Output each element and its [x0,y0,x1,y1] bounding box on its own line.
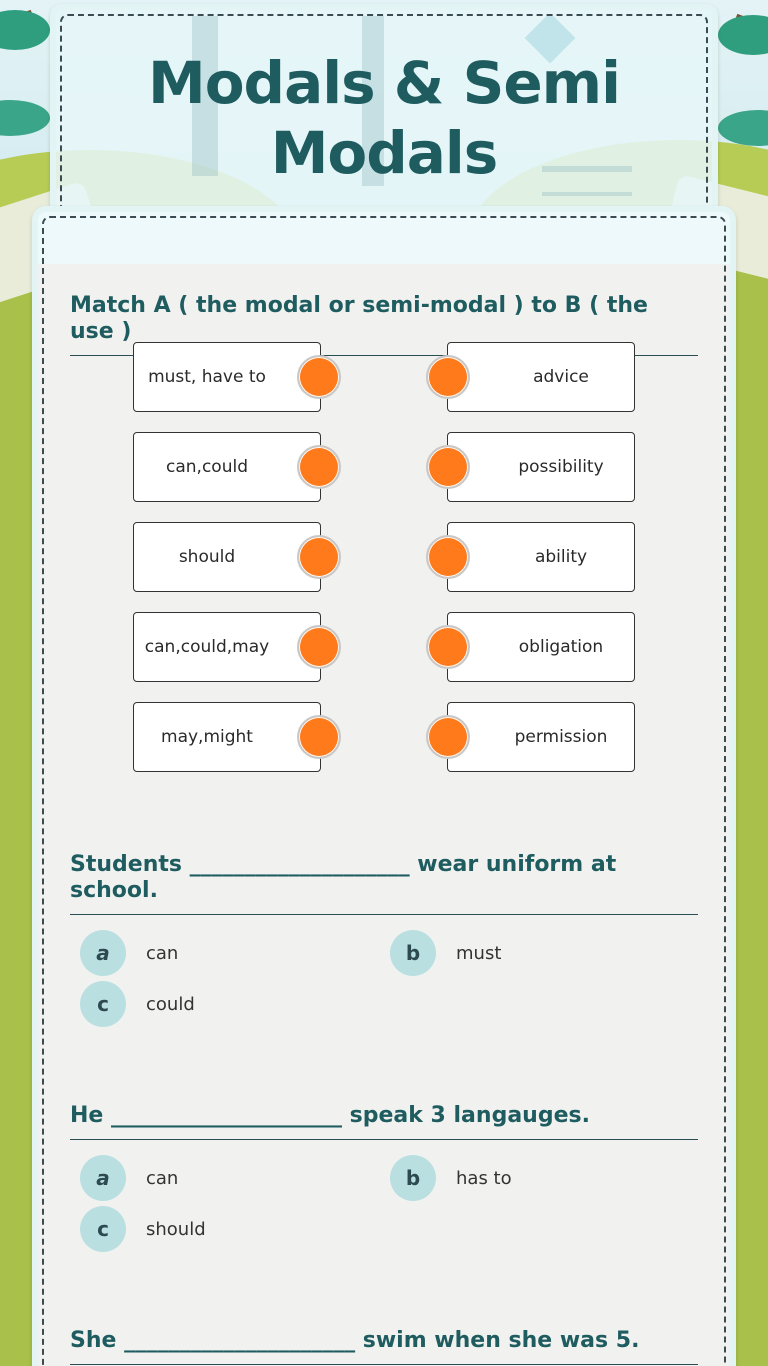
match-left-item[interactable] [133,432,321,502]
question-2-option-c[interactable] [80,1206,206,1252]
match-connector-dot-right[interactable] [426,355,470,399]
match-right-item[interactable] [447,432,635,502]
match-left-label: can,could [166,457,248,477]
match-left-label: must, have to [148,367,266,387]
match-right-item[interactable] [447,612,635,682]
match-left-label: may,might [161,727,253,747]
question-3-title: She _____________________ swim when she was 5. [70,1328,698,1365]
option-text: must [456,942,502,964]
match-connector-dot-right[interactable] [426,715,470,759]
match-right-label: possibility [518,457,604,477]
match-left-label: should [178,547,236,567]
match-connector-dot-right[interactable] [426,445,470,489]
match-left-item[interactable] [133,522,321,592]
title-card [50,4,718,224]
match-connector-dot-right[interactable] [426,535,470,579]
question-1-option-a[interactable] [80,930,178,976]
match-right-label: advice [533,367,589,387]
option-letter-badge: a [80,930,126,976]
match-left-item[interactable] [133,342,321,412]
match-right-item[interactable] [447,522,635,592]
option-letter-badge: b [390,930,436,976]
match-right-label: obligation [518,637,604,657]
match-connector-dot-left[interactable] [297,355,341,399]
matching-question-title: Match A ( the modal or semi-modal ) to B ( the use ) [70,293,698,356]
option-letter-badge: c [80,981,126,1027]
question-1-option-b[interactable] [390,930,501,976]
match-connector-dot-left[interactable] [297,535,341,579]
option-letter-badge: a [80,1155,126,1201]
match-left-item[interactable] [133,612,321,682]
match-left-item[interactable] [133,702,321,772]
match-right-item[interactable] [447,702,635,772]
match-connector-dot-right[interactable] [426,625,470,669]
question-2-option-a[interactable] [80,1155,178,1201]
match-right-label: ability [534,547,588,567]
question-1-option-c[interactable] [80,981,195,1027]
match-connector-dot-left[interactable] [297,715,341,759]
option-text: can [146,1167,179,1189]
match-connector-dot-left[interactable] [297,445,341,489]
match-right-item[interactable] [447,342,635,412]
match-left-label: can,could,may [144,637,270,657]
question-2-option-b[interactable] [390,1155,512,1201]
match-right-label: permission [514,727,608,747]
option-letter-badge: b [390,1155,436,1201]
option-text: can [146,942,179,964]
option-text: could [146,993,195,1015]
match-connector-dot-left[interactable] [297,625,341,669]
option-letter-badge: c [80,1206,126,1252]
page-title: Modals & Semi Modals [147,49,620,187]
option-text: should [146,1218,206,1240]
question-1-title: Students ____________________ wear uniform at school. [70,852,698,915]
question-2-title: He _____________________ speak 3 langauges. [70,1103,698,1140]
option-text: has to [456,1167,512,1189]
